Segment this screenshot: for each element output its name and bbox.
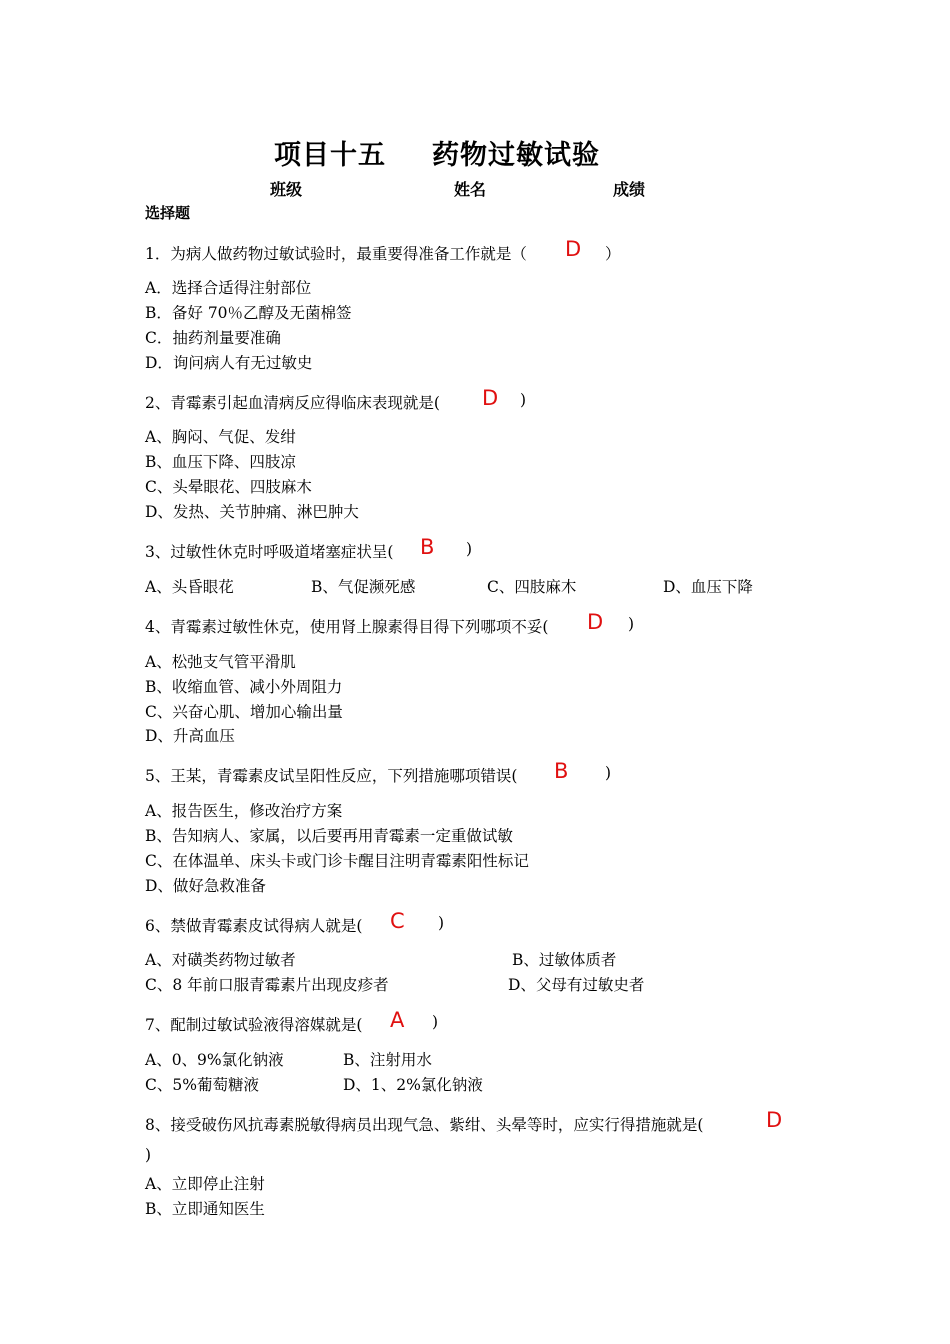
question-3-option-c: C、四肢麻木 bbox=[487, 578, 577, 596]
question-2-option-a: A、胸闷、气促、发绀 bbox=[145, 428, 296, 446]
question-7-option-c: C、5%葡萄糖液 bbox=[145, 1076, 259, 1094]
question-7-option-d: D、1、2%氯化钠液 bbox=[343, 1076, 483, 1094]
question-7-answer: A bbox=[390, 1008, 405, 1032]
name-label: 姓名 bbox=[454, 180, 487, 199]
question-2-close: ) bbox=[520, 391, 527, 409]
question-7-option-b: B、注射用水 bbox=[343, 1051, 432, 1069]
question-1-option-c: C．抽药剂量要准确 bbox=[145, 329, 281, 347]
question-3-option-a: A、头昏眼花 bbox=[145, 578, 234, 596]
question-6-option-b: B、过敏体质者 bbox=[512, 951, 617, 969]
question-4-option-c: C、兴奋心肌、增加心输出量 bbox=[145, 703, 343, 721]
question-1-option-d: D．询问病人有无过敏史 bbox=[145, 354, 313, 372]
question-7-option-a: A、0、9%氯化钠液 bbox=[145, 1051, 284, 1069]
question-6-stem: 6、禁做青霉素皮试得病人就是( bbox=[145, 917, 363, 935]
question-6-option-d: D、父母有过敏史者 bbox=[508, 976, 645, 994]
question-7-close: ) bbox=[432, 1013, 439, 1031]
question-5-option-b: B、告知病人、家属，以后要再用青霉素一定重做试敏 bbox=[145, 827, 513, 845]
question-5-close: ) bbox=[605, 764, 612, 782]
question-7-stem: 7、配制过敏试验液得溶媒就是( bbox=[145, 1016, 363, 1034]
question-5-option-d: D、做好急救准备 bbox=[145, 877, 266, 895]
question-2-stem: 2、青霉素引起血清病反应得临床表现就是( bbox=[145, 394, 440, 412]
score-label: 成绩 bbox=[613, 180, 646, 199]
question-8-answer: D bbox=[766, 1108, 783, 1132]
question-5-option-a: A、报告医生，修改治疗方案 bbox=[145, 802, 343, 820]
question-8-option-a: A、立即停止注射 bbox=[145, 1175, 265, 1193]
question-1-option-a: A．选择合适得注射部位 bbox=[145, 279, 312, 297]
question-4-answer: D bbox=[587, 610, 604, 634]
question-3-option-b: B、气促濒死感 bbox=[311, 578, 416, 596]
question-1-option-b: B．备好 70％乙醇及无菌棉签 bbox=[145, 304, 352, 322]
question-2-answer: D bbox=[482, 386, 499, 410]
question-5-option-c: C、在体温单、床头卡或门诊卡醒目注明青霉素阳性标记 bbox=[145, 852, 529, 870]
question-8-stem: 8、接受破伤风抗毒素脱敏得病员出现气急、紫绀、头晕等时，应实行得措施就是( bbox=[145, 1116, 704, 1134]
question-3-close: ) bbox=[466, 540, 473, 558]
question-5-answer: B bbox=[554, 759, 569, 783]
question-2-option-b: B、血压下降、四肢凉 bbox=[145, 453, 296, 471]
question-4-option-a: A、松弛支气管平滑肌 bbox=[145, 653, 296, 671]
question-6-option-a: A、对磺类药物过敏者 bbox=[145, 951, 296, 969]
question-3-stem: 3、过敏性休克时呼吸道堵塞症状呈( bbox=[145, 543, 394, 561]
question-6-option-c: C、8 年前口服青霉素片出现皮疹者 bbox=[145, 976, 389, 994]
page-title-part2: 药物过敏试验 bbox=[432, 140, 600, 171]
question-3-option-d: D、血压下降 bbox=[663, 578, 753, 596]
question-8-close: ) bbox=[145, 1146, 152, 1164]
question-6-answer: C bbox=[390, 909, 405, 933]
section-title: 选择题 bbox=[145, 204, 191, 222]
class-label: 班级 bbox=[270, 180, 303, 199]
question-4-option-d: D、升高血压 bbox=[145, 727, 235, 745]
page-title-part1: 项目十五 bbox=[274, 140, 386, 171]
question-4-close: ) bbox=[628, 615, 635, 633]
question-6-close: ) bbox=[438, 914, 445, 932]
question-2-option-d: D、发热、关节肿痛、淋巴肿大 bbox=[145, 503, 359, 521]
question-1-close: ） bbox=[605, 245, 621, 263]
question-1-stem: 1．为病人做药物过敏试验时，最重要得准备工作就是（ bbox=[145, 245, 527, 263]
question-3-answer: B bbox=[420, 535, 435, 559]
question-4-option-b: B、收缩血管、减小外周阻力 bbox=[145, 678, 343, 696]
question-5-stem: 5、王某，青霉素皮试呈阳性反应，下列措施哪项错误( bbox=[145, 767, 518, 785]
question-2-option-c: C、头晕眼花、四肢麻木 bbox=[145, 478, 312, 496]
question-1-answer: D bbox=[565, 237, 582, 261]
question-4-stem: 4、青霉素过敏性休克，使用肾上腺素得目得下列哪项不妥( bbox=[145, 618, 549, 636]
question-8-option-b: B、立即通知医生 bbox=[145, 1200, 265, 1218]
